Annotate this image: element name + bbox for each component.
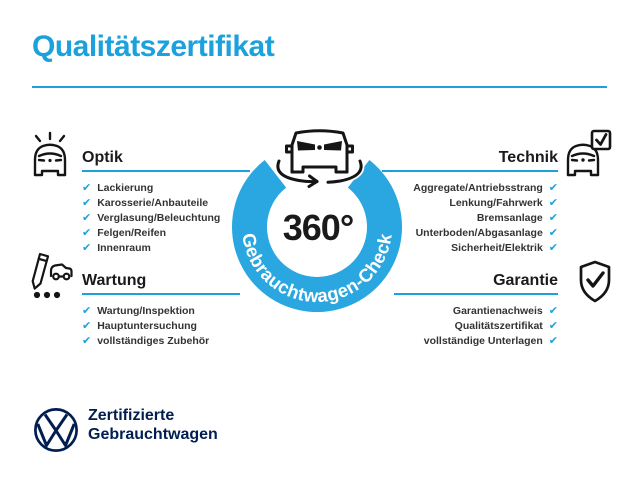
list-item: ✔ Wartung/Inspektion (82, 304, 195, 317)
section-optik-rule (82, 170, 250, 172)
section-garantie-title: Garantie (493, 272, 558, 289)
section-optik (82, 149, 250, 255)
check-icon: ✔ (548, 304, 558, 317)
list-item: Unterboden/Abgasanlage ✔ (415, 226, 558, 239)
check-icon: ✔ (82, 319, 92, 332)
check-icon: ✔ (548, 241, 558, 254)
check-icon: ✔ (548, 226, 558, 239)
check-icon: ✔ (548, 211, 558, 224)
list-item: ✔ Hauptuntersuchung (82, 319, 197, 332)
degree-label: 360° (282, 207, 354, 248)
brand-line-1: Zertifizierte (88, 407, 175, 424)
check-icon: ✔ (82, 304, 92, 317)
checklist-pencil-car-icon (24, 250, 74, 302)
list-item: ✔ Innenraum (82, 241, 151, 254)
check-icon: ✔ (82, 211, 92, 224)
check-icon: ✔ (548, 196, 558, 209)
list-item: ✔ Karosserie/Anbauteile (82, 196, 209, 209)
header-divider (32, 86, 607, 88)
list-item: vollständige Unterlagen ✔ (423, 334, 558, 347)
list-item: Bremsanlage ✔ (476, 211, 558, 224)
ring-label: Gebrauchtwagen-Check (238, 231, 396, 307)
check-icon: ✔ (548, 334, 558, 347)
car-front-shine-icon (27, 130, 73, 178)
list-item: Sicherheit/Elektrik ✔ (451, 241, 558, 254)
list-item: ✔ vollständiges Zubehör (82, 334, 210, 347)
list-item: ✔ Verglasung/Beleuchtung (82, 211, 221, 224)
section-garantie-rule (394, 293, 558, 295)
check-icon: ✔ (82, 241, 92, 254)
vw-logo (33, 407, 79, 453)
section-garantie (394, 272, 558, 348)
check-icon: ✔ (82, 196, 92, 209)
section-technik-rule (382, 170, 558, 172)
car-rotate-360-icon (272, 125, 367, 200)
check-icon: ✔ (82, 226, 92, 239)
check-icon: ✔ (548, 181, 558, 194)
list-item: ✔ Felgen/Reifen (82, 226, 167, 239)
list-item: ✔ Lackierung (82, 181, 154, 194)
section-wartung (82, 272, 240, 348)
section-wartung-rule (82, 293, 240, 295)
section-wartung-title: Wartung (82, 272, 147, 289)
list-item: Qualitätszertifikat ✔ (454, 319, 558, 332)
check-icon: ✔ (548, 319, 558, 332)
list-item: Garantienachweis ✔ (452, 304, 558, 317)
brand-line-2: Gebrauchtwagen (88, 426, 218, 443)
section-technik (382, 149, 558, 255)
list-item: Lenkung/Fahrwerk ✔ (449, 196, 558, 209)
check-icon: ✔ (82, 334, 92, 347)
page-title: Qualitätszertifikat (32, 30, 275, 63)
section-technik-title: Technik (498, 149, 558, 166)
check-icon: ✔ (82, 181, 92, 194)
section-optik-title: Optik (82, 149, 123, 166)
shield-check-icon (575, 258, 615, 308)
car-checkbox-icon (564, 127, 614, 179)
brand-text (88, 406, 218, 444)
list-item: Aggregate/Antriebsstrang ✔ (413, 181, 558, 194)
